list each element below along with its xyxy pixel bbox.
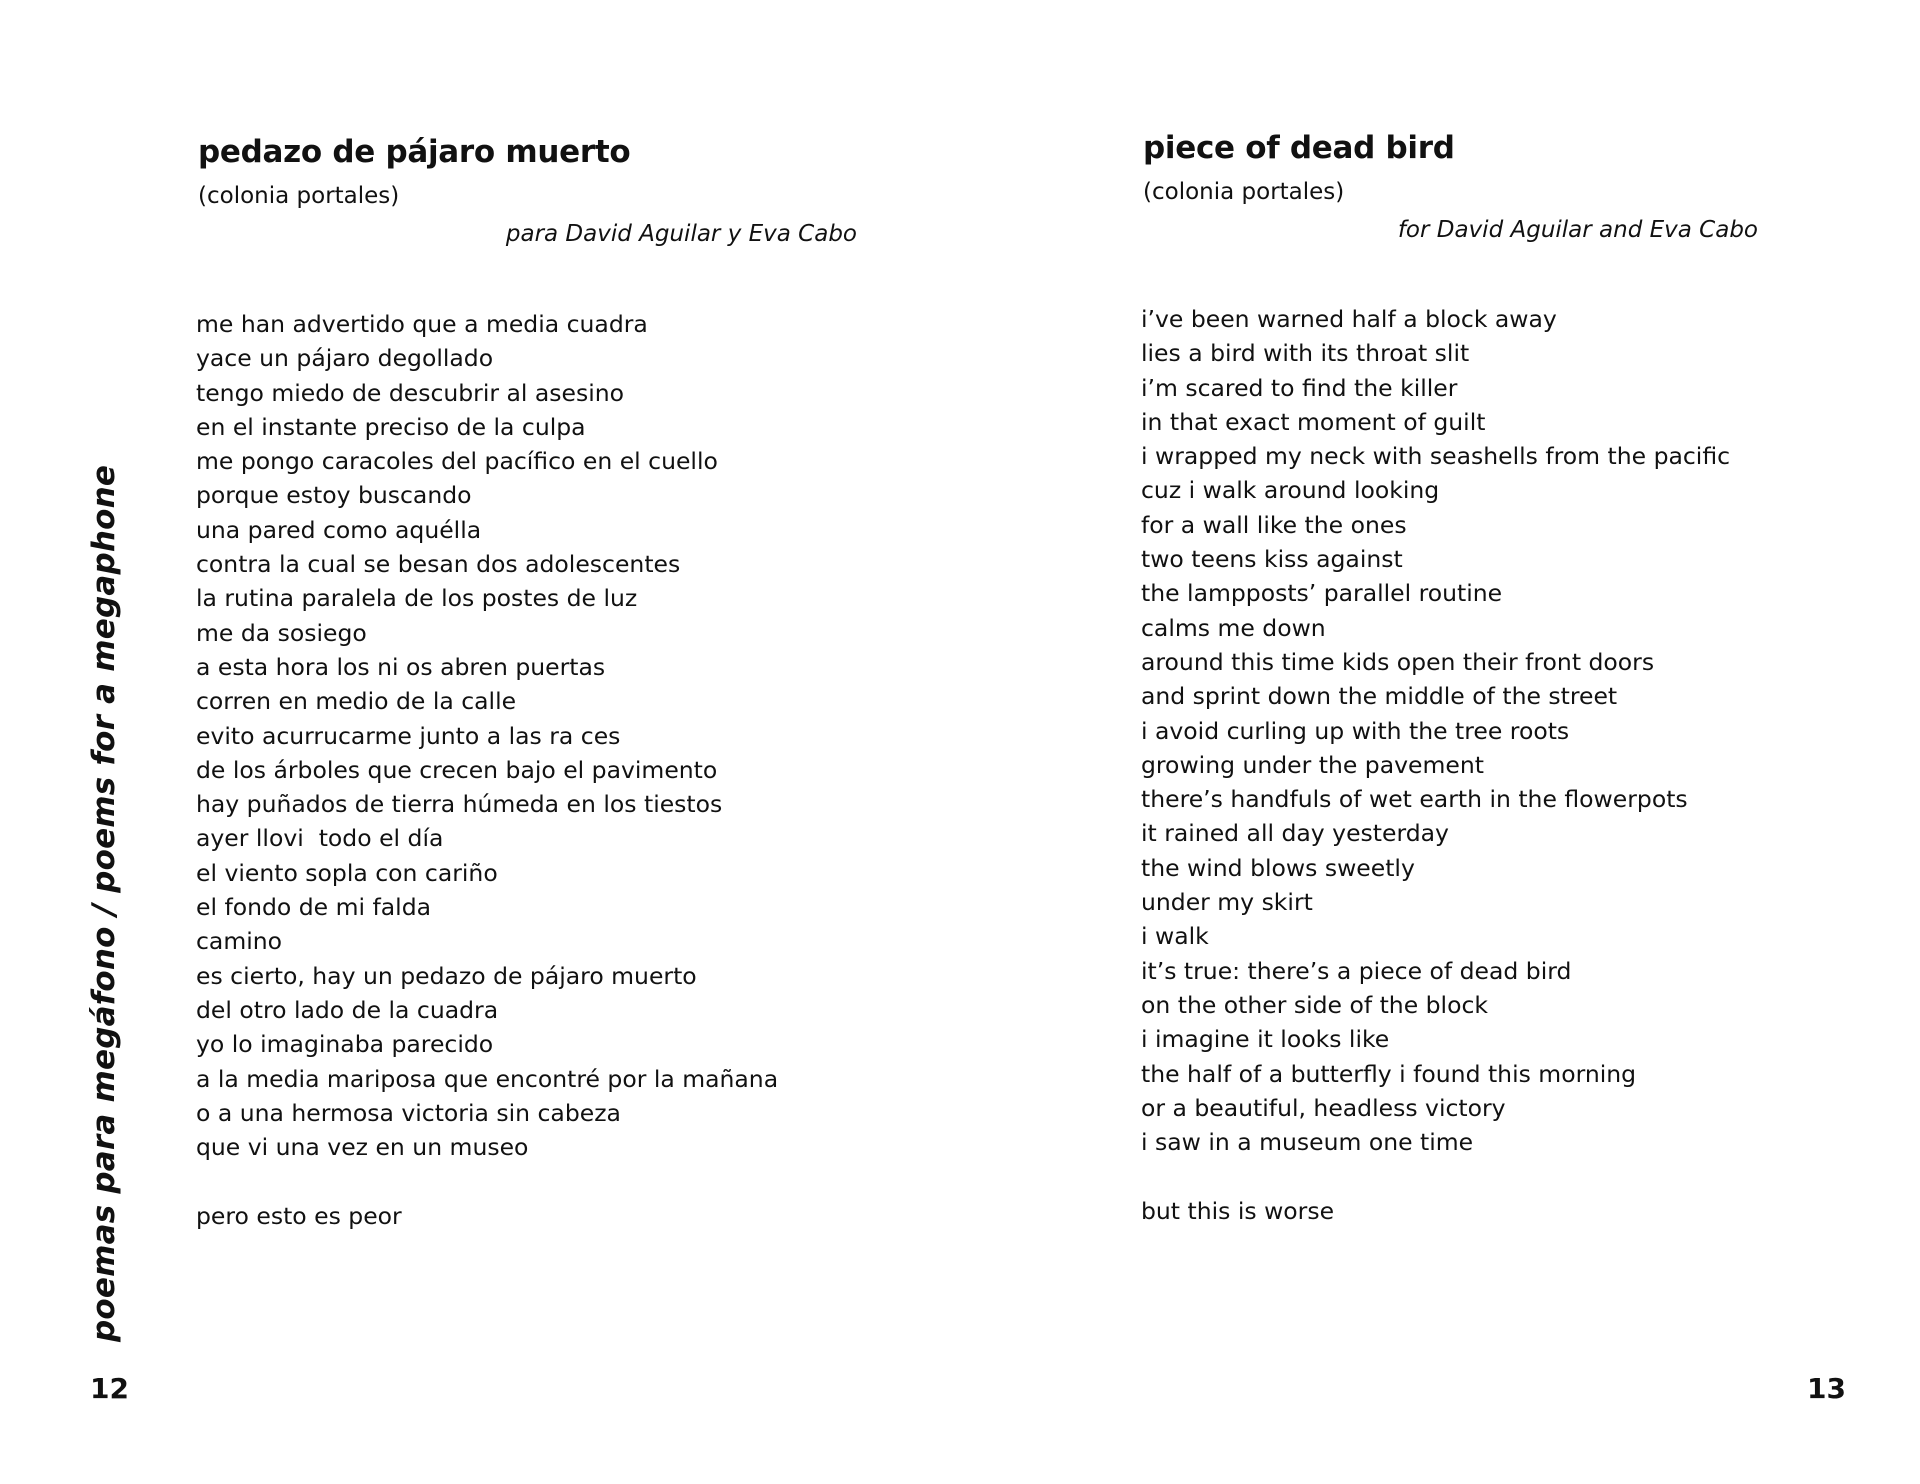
poem-line: yo lo imaginaba parecido <box>196 1030 494 1059</box>
poem-subtitle-spanish: (colonia portales) <box>198 183 400 209</box>
poem-line: contra la cual se besan dos adolescentes <box>196 550 681 579</box>
poem-line: it’s true: there’s a piece of dead bird <box>1141 956 1572 985</box>
poem-line: cuz i walk around looking <box>1141 476 1440 505</box>
poem-line: for a wall like the ones <box>1141 510 1407 539</box>
poem-line: me da sosiego <box>196 618 367 647</box>
poem-line: it rained all day yesterday <box>1141 819 1449 848</box>
poem-line: hay puñados de tierra húmeda en los tiestos <box>196 790 723 819</box>
poem-subtitle-english: (colonia portales) <box>1143 179 1345 205</box>
poem-line: ayer llovi todo el día <box>196 824 444 853</box>
poem-line: que vi una vez en un museo <box>196 1133 529 1162</box>
poem-line: en el instante preciso de la culpa <box>196 412 586 441</box>
poem-line: the lampposts’ parallel routine <box>1141 579 1503 608</box>
poem-line: i walk <box>1141 922 1209 951</box>
spine-title: poemas para megáfono / poems for a megaphone <box>86 464 122 1342</box>
poem-line: del otro lado de la cuadra <box>196 995 499 1024</box>
poem-line: and sprint down the middle of the street <box>1141 682 1618 711</box>
poem-final-line: but this is worse <box>1141 1196 1335 1225</box>
poem-line: i saw in a museum one time <box>1141 1128 1474 1157</box>
poem-line: el fondo de mi falda <box>196 893 432 922</box>
dedication-spanish: para David Aguilar y Eva Cabo <box>505 221 857 247</box>
poem-line: on the other side of the block <box>1141 990 1488 1019</box>
poem-line: the half of a butterfly i found this morning <box>1141 1059 1637 1088</box>
poem-title-spanish: pedazo de pájaro muerto <box>198 134 631 170</box>
poem-line: a la media mariposa que encontré por la mañana <box>196 1064 779 1093</box>
poem-line: lies a bird with its throat slit <box>1141 339 1470 368</box>
page-number-left: 12 <box>90 1372 129 1405</box>
page-number-right: 13 <box>1807 1372 1846 1405</box>
poem-line: una pared como aquélla <box>196 515 482 544</box>
poem-line: el viento sopla con cariño <box>196 858 498 887</box>
poem-line: two teens kiss against <box>1141 545 1403 574</box>
poem-line: de los árboles que crecen bajo el pavimento <box>196 755 718 784</box>
poem-line: calms me down <box>1141 613 1326 642</box>
poem-line: me pongo caracoles del pacífico en el cuello <box>196 447 718 476</box>
poem-line: in that exact moment of guilt <box>1141 407 1486 436</box>
poem-line: there’s handfuls of wet earth in the flowerpots <box>1141 785 1688 814</box>
poem-line: corren en medio de la calle <box>196 687 517 716</box>
poem-line: or a beautiful, headless victory <box>1141 1093 1506 1122</box>
poem-line: la rutina paralela de los postes de luz <box>196 584 638 613</box>
poem-line: the wind blows sweetly <box>1141 853 1415 882</box>
poem-line: tengo miedo de descubrir al asesino <box>196 378 625 407</box>
poem-line: porque estoy buscando <box>196 481 472 510</box>
poem-line: i avoid curling up with the tree roots <box>1141 716 1570 745</box>
poem-line: a esta hora los ni os abren puertas <box>196 652 606 681</box>
poem-line: yace un pájaro degollado <box>196 344 494 373</box>
poem-final-line: pero esto es peor <box>196 1201 402 1230</box>
poem-body-english <box>1141 302 1730 1228</box>
poem-line: es cierto, hay un pedazo de pájaro muerto <box>196 961 697 990</box>
dedication-english: for David Aguilar and Eva Cabo <box>1397 217 1758 243</box>
poem-line: growing under the pavement <box>1141 750 1484 779</box>
right-page <box>960 0 1920 1484</box>
poem-line: under my skirt <box>1141 888 1313 917</box>
poem-body-spanish <box>196 307 778 1233</box>
poem-line: i imagine it looks like <box>1141 1025 1390 1054</box>
poem-line: o a una hermosa victoria sin cabeza <box>196 1098 621 1127</box>
poem-line: around this time kids open their front doors <box>1141 647 1655 676</box>
poem-line: i wrapped my neck with seashells from the pacific <box>1141 442 1731 471</box>
poem-line: me han advertido que a media cuadra <box>196 310 648 338</box>
poem-title-english: piece of dead bird <box>1143 130 1455 166</box>
poem-line: i’m scared to find the killer <box>1141 373 1458 402</box>
poem-line: i’ve been warned half a block away <box>1141 305 1557 333</box>
poem-line: camino <box>196 927 283 956</box>
poem-line: evito acurrucarme junto a las ra ces <box>196 721 621 750</box>
